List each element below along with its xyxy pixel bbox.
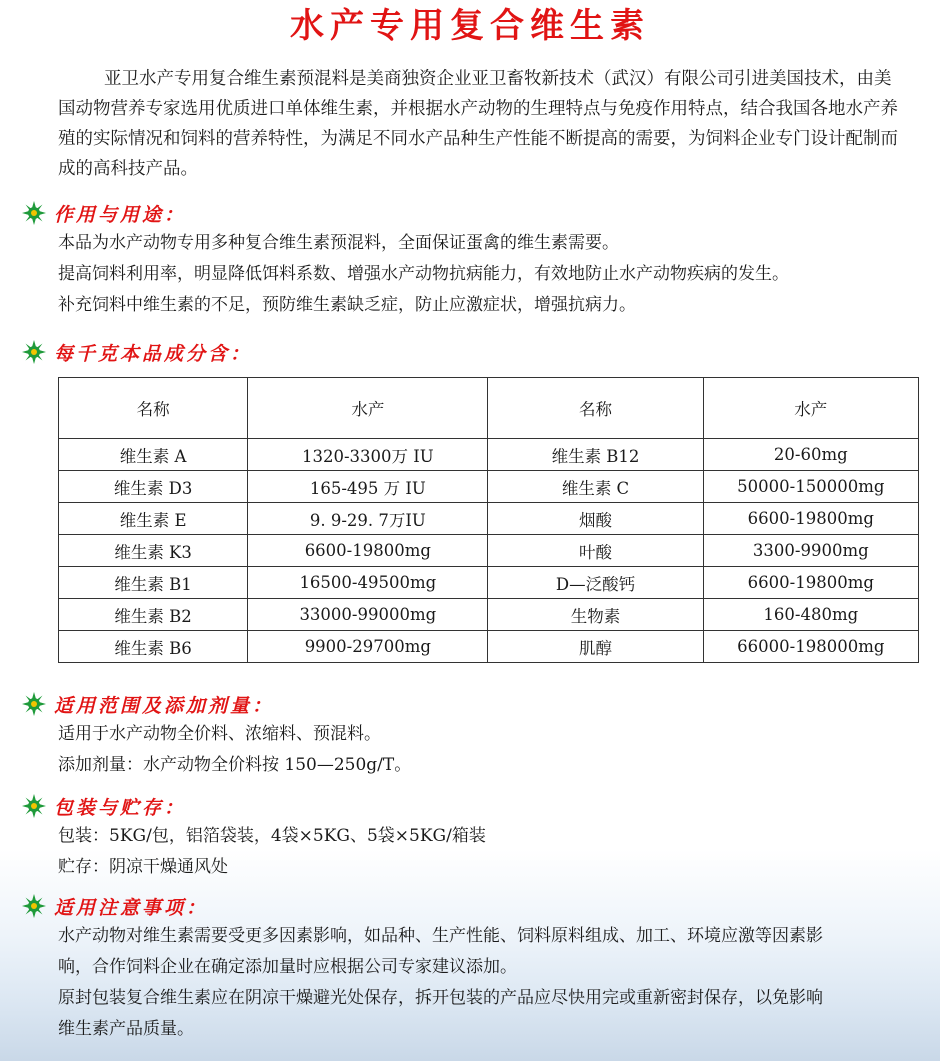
usage-line: 提高饲料利用率，明显降低饵料系数、增强水产动物抗病能力，有效地防止水产动物疾病的发生。 — [58, 264, 789, 284]
usage-heading: 作用与用途： — [54, 203, 187, 226]
composition-table — [58, 377, 919, 663]
table-cell: 1320-3300万 IU — [248, 439, 488, 471]
table-cell: 50000-150000mg — [703, 471, 918, 503]
table-cell: 维生素 A — [59, 439, 248, 471]
table-row — [59, 471, 919, 503]
table-row — [59, 535, 919, 567]
table-cell: 165-495 万 IU — [248, 471, 488, 503]
table-row — [59, 631, 919, 663]
table-cell: 维生素 B1 — [59, 567, 248, 599]
green-sun-icon — [22, 692, 46, 716]
column-header: 水产 — [703, 378, 918, 439]
usage-section-header — [22, 198, 940, 228]
table-cell: 9900-29700mg — [248, 631, 488, 663]
storage-line: 贮存：阴凉干燥通风处 — [58, 857, 228, 877]
composition-section-header — [22, 337, 940, 367]
table-cell: 9. 9-29. 7万IU — [248, 503, 488, 535]
table-cell: 维生素 B6 — [59, 631, 248, 663]
table-cell: 维生素 E — [59, 503, 248, 535]
scope-heading: 适用范围及添加剂量： — [54, 694, 275, 717]
table-cell: 6600-19800mg — [703, 503, 918, 535]
packaging-lines — [58, 821, 940, 883]
table-cell: 6600-19800mg — [248, 535, 488, 567]
green-sun-icon — [22, 201, 46, 225]
table-header-row — [59, 378, 919, 439]
table-cell: 维生素 B12 — [488, 439, 703, 471]
scope-section-header — [22, 689, 940, 719]
table-cell: D—泛酸钙 — [488, 567, 703, 599]
column-header: 名称 — [59, 378, 248, 439]
composition-heading: 每千克本品成分含： — [54, 342, 253, 365]
notes-body — [58, 921, 838, 1045]
usage-line: 补充饲料中维生素的不足，预防维生素缺乏症，防止应激症状，增强抗病力。 — [58, 295, 636, 315]
green-sun-icon — [22, 894, 46, 918]
usage-lines — [58, 228, 940, 321]
table-row — [59, 503, 919, 535]
table-cell: 66000-198000mg — [703, 631, 918, 663]
scope-lines — [58, 719, 940, 781]
notes-paragraph: 原封包装复合维生素应在阴凉干燥避光处保存，拆开包装的产品应尽快用完或重新密封保存，以免影响维生素产品质量。 — [58, 988, 823, 1039]
table-cell: 维生素 B2 — [59, 599, 248, 631]
column-header: 水产 — [248, 378, 488, 439]
packaging-line: 包装：5KG/包，铝箔袋装，4袋×5KG、5袋×5KG/箱装 — [58, 826, 486, 846]
table-row — [59, 439, 919, 471]
page-title: 水产专用复合维生素 — [290, 6, 650, 46]
packaging-section-header — [22, 791, 940, 821]
usage-line: 本品为水产动物专用多种复合维生素预混料，全面保证蛋禽的维生素需要。 — [58, 233, 619, 253]
intro-paragraph: 亚卫水产专用复合维生素预混料是美商独资企业亚卫畜牧新技术（武汉）有限公司引进美国技术，由美国动物营养专家选用优质进口单体维生素，并根据水产动物的生理特点与免疫作用特点，结合我国各地水产养殖的实际情况和饲料的营养特性，为满足不同水产品种生产性能不断提高的需要，为饲料企业专门设计配制而成的高科技产品。 — [58, 69, 898, 179]
notes-heading: 适用注意事项： — [54, 896, 209, 919]
table-cell: 33000-99000mg — [248, 599, 488, 631]
table-cell: 叶酸 — [488, 535, 703, 567]
table-row — [59, 567, 919, 599]
table-cell: 维生素 K3 — [59, 535, 248, 567]
table-cell: 维生素 D3 — [59, 471, 248, 503]
green-sun-icon — [22, 794, 46, 818]
packaging-heading: 包装与贮存： — [54, 796, 187, 819]
notes-section-header — [22, 891, 940, 921]
table-cell: 肌醇 — [488, 631, 703, 663]
table-cell: 160-480mg — [703, 599, 918, 631]
table-cell: 生物素 — [488, 599, 703, 631]
notes-paragraph: 水产动物对维生素需要受更多因素影响，如品种、生产性能、饲料原料组成、加工、环境应激等因素影响，合作饲料企业在确定添加量时应根据公司专家建议添加。 — [58, 926, 823, 977]
table-cell: 3300-9900mg — [703, 535, 918, 567]
scope-line: 适用于水产动物全价料、浓缩料、预混料。 — [58, 724, 381, 744]
column-header: 名称 — [488, 378, 703, 439]
green-sun-icon — [22, 340, 46, 364]
table-cell: 维生素 C — [488, 471, 703, 503]
table-row — [59, 599, 919, 631]
table-cell: 6600-19800mg — [703, 567, 918, 599]
table-cell: 烟酸 — [488, 503, 703, 535]
table-cell: 20-60mg — [703, 439, 918, 471]
scope-line: 添加剂量：水产动物全价料按 150—250g/T。 — [58, 755, 412, 775]
table-cell: 16500-49500mg — [248, 567, 488, 599]
